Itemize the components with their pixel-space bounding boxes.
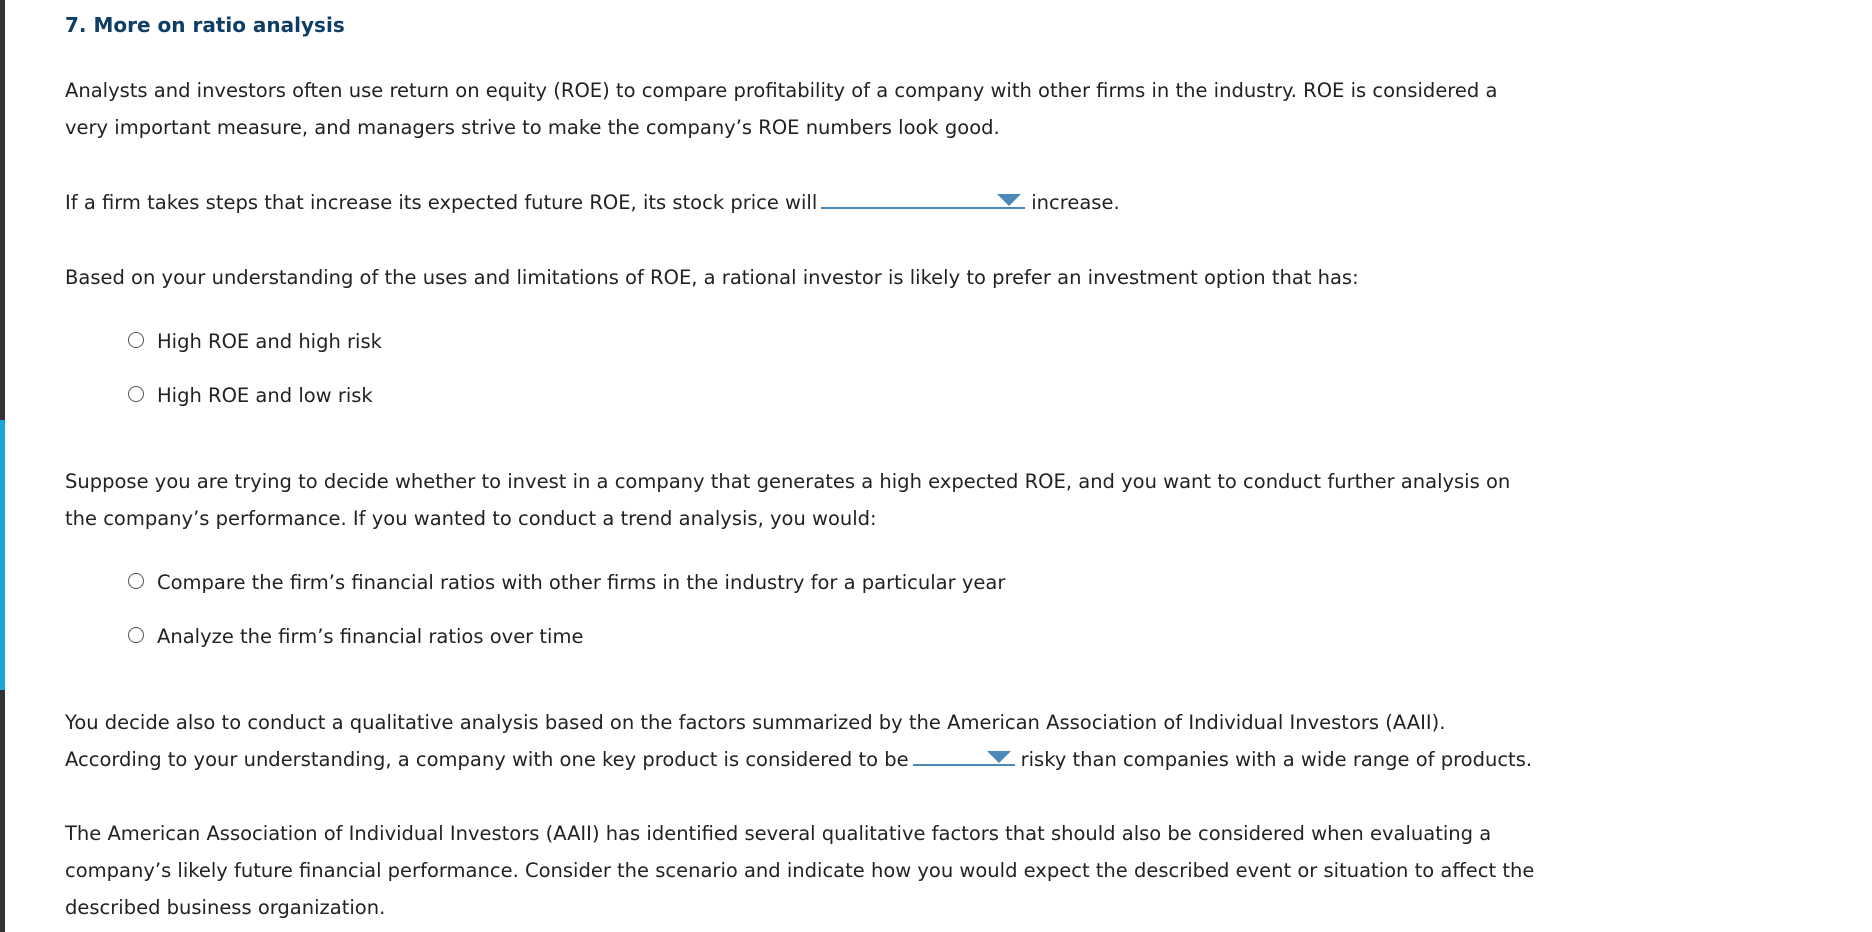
left-rail-accent [0,420,5,690]
radio-button-icon[interactable] [128,627,144,643]
intro-line-2: very important measure, and managers strive to make the company’s ROE numbers look good. [65,116,1000,139]
q3-line-1: Suppose you are trying to decide whether to invest in a company that generates a high expected ROE, and you want to conduct further analysis on [65,470,1511,493]
q2-option-2-label: High ROE and low risk [157,384,373,407]
q3-line-2: the company’s performance. If you wanted to conduct a trend analysis, you would: [65,507,877,530]
chevron-down-icon [997,194,1021,206]
q1-text-before: If a firm takes steps that increase its expected future ROE, its stock price will [65,191,818,214]
q3-option-2-label: Analyze the firm’s financial ratios over time [157,625,584,648]
q3-option-cross-sectional[interactable] [128,571,1005,594]
q5-line-3: described business organization. [65,896,386,919]
q5-line-1: The American Association of Individual Investors (AAII) has identified several qualitative factors that should also be considered when evaluating a [65,822,1492,845]
q3-option-1-label: Compare the firm’s financial ratios with other firms in the industry for a particular year [157,571,1006,594]
q1-stock-price-dropdown[interactable] [821,185,1025,209]
q4-line-2 [65,741,1532,778]
q2-option-low-risk[interactable] [128,384,373,407]
q4-text-before: According to your understanding, a company with one key product is considered to be [65,748,909,771]
q4-sentence [65,704,1532,778]
q4-line-1: You decide also to conduct a qualitative analysis based on the factors summarized by the American Association of Individual Investors (AAII). [65,711,1446,734]
q3-option-over-time[interactable] [128,625,583,648]
q4-text-after: risky than companies with a wide range of products. [1020,748,1533,771]
q2-option-high-risk[interactable] [128,330,382,353]
chevron-down-icon [987,751,1011,763]
radio-button-icon[interactable] [128,332,144,348]
q5-paragraph [65,815,1534,926]
question-title: 7. More on ratio analysis [65,13,345,37]
intro-paragraph [65,72,1497,146]
q3-prompt [65,463,1510,537]
q1-sentence [65,184,1120,221]
intro-line-1: Analysts and investors often use return on equity (ROE) to compare profitability of a company with other firms in the industry. ROE is considered a [65,79,1498,102]
q4-risk-dropdown[interactable] [913,742,1015,766]
q2-option-1-label: High ROE and high risk [157,330,382,353]
radio-button-icon[interactable] [128,573,144,589]
q5-line-2: company’s likely future financial performance. Consider the scenario and indicate how you would expect the described event or situation to affect the [65,859,1535,882]
q2-prompt: Based on your understanding of the uses and limitations of ROE, a rational investor is likely to prefer an investment option that has: [65,266,1359,289]
radio-button-icon[interactable] [128,386,144,402]
q1-text-after: increase. [1031,191,1120,214]
